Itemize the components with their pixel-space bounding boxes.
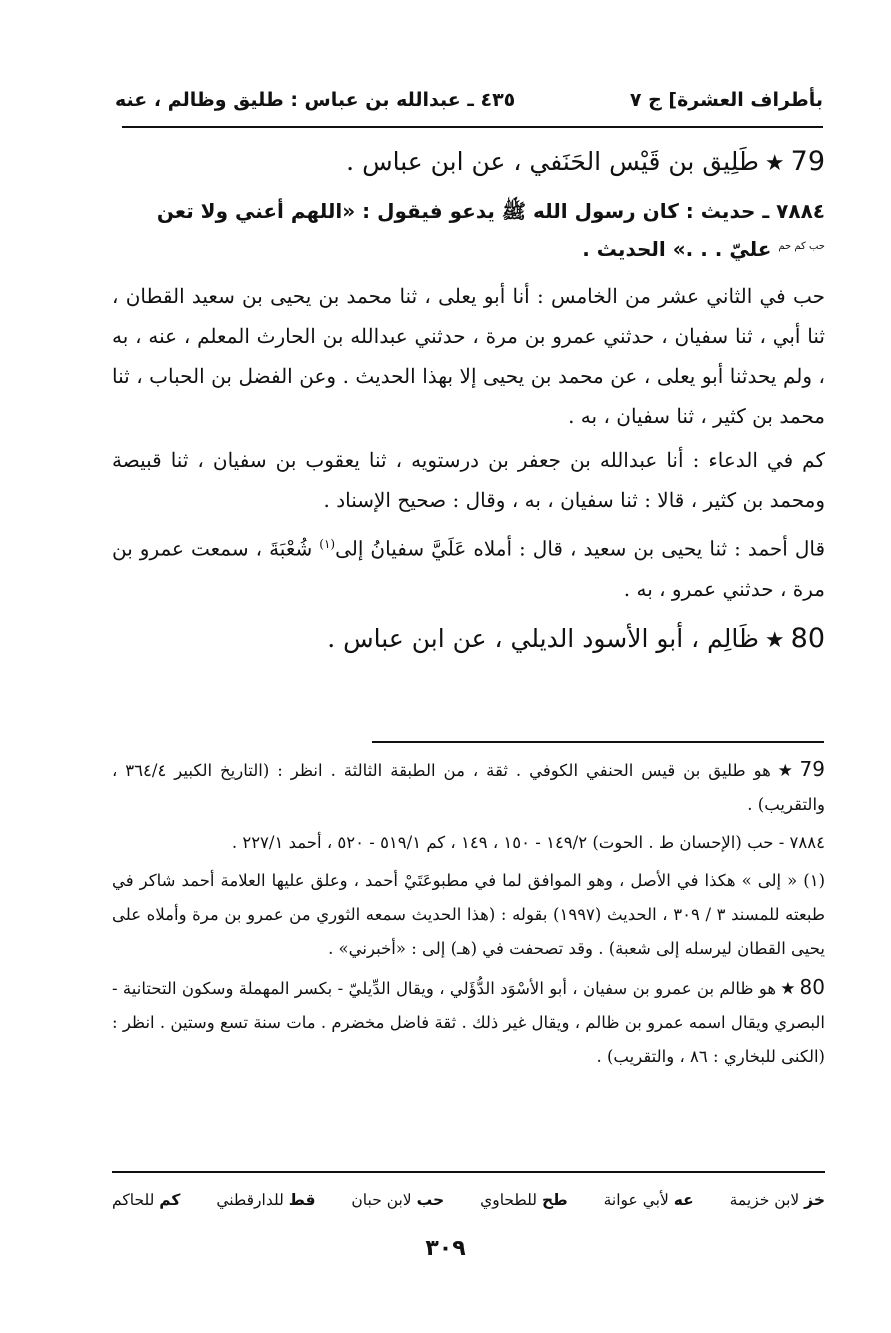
running-header bbox=[115, 80, 823, 120]
entry-79-number: 79 bbox=[790, 146, 825, 177]
footnote-7884: ٧٨٨٤ - حب (الإحسان ط . الحوت) ١٤٩/٢ - ١٥٠ ، ١٤٩ ، كم ٥١٩/١ - ٥٢٠ ، أحمد ٢٢٧/١ . bbox=[231, 833, 825, 852]
star-icon: ★ bbox=[774, 761, 796, 781]
star-icon: ★ bbox=[764, 627, 785, 653]
paragraph-ahmad-start: قال أحمد : ثنا يحيى بن سعيد ، قال : أملاه عَلَيَّ سفيانُ إلى bbox=[335, 536, 826, 561]
hadith-source-symbols: حب كم حم bbox=[778, 241, 825, 252]
legend-item: خز لابن خزيمة bbox=[729, 1191, 825, 1209]
entry-80-title: ظَالِم ، أبو الأسود الديلي ، عن ابن عباس . bbox=[327, 623, 759, 653]
legend-item: حب لابن حبان bbox=[351, 1191, 445, 1209]
footnote-1: (١) « إلى » هكذا في الأصل ، وهو الموافق لما في مطبوعَتَيْ أحمد ، وعلق عليها العلامة أحمد شاكر في طبعته للمسند ٣ / ٣٠٩ ، الحديث (١٩٩٧) بقوله : (هذا الحديث سمعه الثوري من عمرو بن مرة وأملاه على يحيى القطان ليرسله إلى شعبة) . وقد تصحفت في (هـ) إلى : «أخبرني» . bbox=[112, 871, 825, 958]
hadith-7884 bbox=[112, 192, 825, 268]
page-number: ٣٠٩ bbox=[425, 1236, 466, 1261]
footnote-80-text: هو ظالم بن عمرو بن سفيان ، أبو الأسْوَد الدُّؤَلي ، ويقال الدِّيليّ - بكسر المهملة وسكون التحتانية - البصري ويقال اسمه عمرو بن ظالم ، ويقال غير ذلك . ثقة فاضل مخضرم . مات سنة تسع وستين . انظر : (الكنى للبخاري : ٨٦ ، والتقريب) . bbox=[112, 979, 825, 1066]
header-chapter: ٤٣٥ ـ عبدالله بن عباس : طليق وظالم ، عنه bbox=[115, 89, 516, 111]
main-text bbox=[112, 140, 825, 669]
abbreviation-legend bbox=[112, 1180, 825, 1220]
paragraph-hibban: حب في الثاني عشر من الخامس : أنا أبو يعلى ، ثنا محمد بن يحيى بن سعيد القطان ، ثنا أبي ، ثنا سفيان ، حدثني عمرو بن مرة ، حدثني عبدالله بن الحارث المعلم ، عنه ، به ، ولم يحدثنا أبو يعلى ، عن محمد بن يحيى إلا بهذا الحديث . وعن الفضل بن الحباب ، ثنا محمد بن كثير ، ثنا سفيان ، به . bbox=[112, 284, 825, 428]
footnote-79-number: 79 bbox=[799, 757, 825, 781]
hadith-text-end: عليّ . . .» الحديث . bbox=[582, 237, 772, 261]
star-icon: ★ bbox=[764, 151, 785, 176]
footnote-79 bbox=[112, 752, 825, 822]
footnotes bbox=[112, 752, 825, 1078]
footnote-80-number: 80 bbox=[799, 975, 825, 999]
header-volume: بأطراف العشرة] ج ٧ bbox=[629, 89, 823, 111]
footnote-80 bbox=[112, 970, 825, 1074]
legend-item: قط للدارقطني bbox=[216, 1191, 316, 1209]
hadith-text-start: ٧٨٨٤ ـ حديث : كان رسول الله ﷺ يدعو فيقول : «اللهم أعني ولا تعن bbox=[156, 199, 825, 223]
legend-item: كم للحاكم bbox=[112, 1191, 181, 1209]
legend-item: عه لأبي عوانة bbox=[603, 1191, 694, 1209]
header-rule bbox=[122, 126, 823, 128]
footnote-rule bbox=[372, 741, 824, 743]
legend-rule bbox=[112, 1171, 825, 1173]
entry-80-heading bbox=[112, 617, 825, 663]
entry-80-number: 80 bbox=[790, 622, 825, 654]
entry-79-heading bbox=[112, 140, 825, 186]
star-icon: ★ bbox=[780, 979, 796, 999]
legend-item: طح للطحاوي bbox=[480, 1191, 568, 1209]
footnote-ref-1: (١) bbox=[319, 537, 336, 551]
footnote-79-text: هو طليق بن قيس الحنفي الكوفي . ثقة ، من الطبقة الثالثة . انظر : (التاريخ الكبير ٣٦٤/٤ ، والتقريب) . bbox=[112, 761, 825, 814]
paragraph-hakim: كم في الدعاء : أنا عبدالله بن جعفر بن درستويه ، ثنا يعقوب بن سفيان ، ثنا قبيصة ومحمد بن كثير ، قالا : ثنا سفيان ، به ، وقال : صحيح الإسناد . bbox=[112, 448, 825, 512]
paragraph-ahmad bbox=[112, 524, 825, 609]
paragraph-ahmad-end: شُعْبَةَ ، سمعت عمرو بن مرة ، حدثني عمرو ، به . bbox=[112, 536, 825, 601]
entry-79-title: طَلِيق بن قَيْس الحَنَفي ، عن ابن عباس . bbox=[346, 147, 759, 176]
